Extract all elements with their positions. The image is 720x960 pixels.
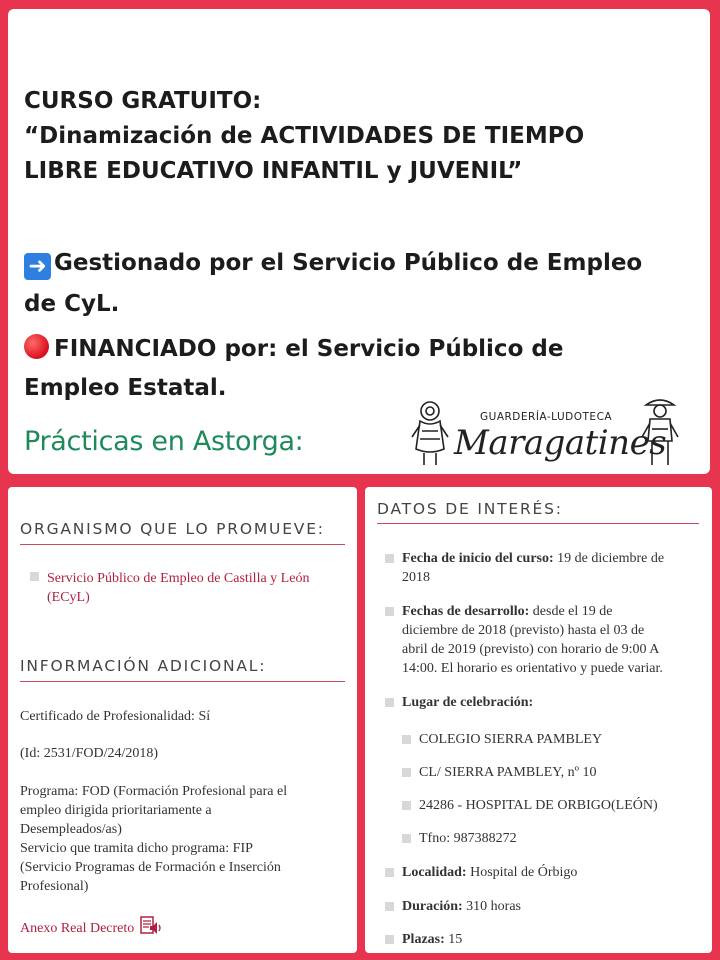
bullet-square-icon bbox=[385, 554, 394, 563]
bullet-square-icon bbox=[385, 935, 394, 944]
logo-title: Maragatines bbox=[454, 423, 667, 463]
info-heading: INFORMACIÓN ADICIONAL: bbox=[20, 657, 267, 675]
bullet-square-icon bbox=[402, 735, 411, 744]
lugar-item: 24286 - HOSPITAL DE ORBIGO(LEÓN) bbox=[419, 798, 658, 813]
boy-figure-icon bbox=[640, 395, 680, 469]
bullet-square-icon bbox=[385, 698, 394, 707]
anexo-link[interactable] bbox=[20, 916, 162, 938]
fecha-inicio: Fecha de inicio del curso: 19 de diciembre de bbox=[402, 551, 665, 566]
maragatines-logo bbox=[402, 393, 667, 471]
localidad: Localidad: Hospital de Órbigo bbox=[402, 865, 578, 880]
programa-line-3: Desempleados/as) bbox=[20, 822, 122, 837]
managed-by-line bbox=[24, 246, 704, 281]
bullet-square-icon bbox=[385, 902, 394, 911]
servicio-line-1: Servicio que tramita dicho programa: FIP bbox=[20, 841, 253, 856]
lugar-item: COLEGIO SIERRA PAMBLEY bbox=[419, 732, 603, 747]
fechas-desarrollo: Fechas de desarrollo: desde el 19 de bbox=[402, 604, 613, 619]
funded-by-line bbox=[24, 332, 704, 367]
bullet-square-icon bbox=[402, 801, 411, 810]
plazas: Plazas: 15 bbox=[402, 932, 463, 947]
servicio-line-3: Profesional) bbox=[20, 879, 89, 894]
servicio-line-2: (Servicio Programas de Formación e Inserción bbox=[20, 860, 281, 875]
fechas-desarrollo-line-3: abril de 2019 (previsto) con horario de 9:00 A bbox=[402, 642, 660, 657]
bullet-square-icon bbox=[385, 607, 394, 616]
programa-line-2: empleo dirigida prioritariamente a bbox=[20, 803, 212, 818]
logo-subtitle: GUARDERÍA-LUDOTECA bbox=[480, 411, 613, 423]
fechas-desarrollo-line-2: diciembre de 2018 (previsto) hasta el 03 de bbox=[402, 623, 645, 638]
datos-divider bbox=[377, 523, 699, 524]
fecha-inicio-year: 2018 bbox=[402, 570, 430, 585]
details-panel bbox=[365, 487, 712, 953]
organismo-divider bbox=[20, 544, 345, 545]
anexo-link-text[interactable]: Anexo Real Decreto bbox=[20, 921, 135, 936]
document-speaker-icon[interactable] bbox=[140, 916, 162, 936]
right-arrow-icon: ➜ bbox=[24, 253, 51, 280]
managed-by-text: Gestionado por el Servicio Público de Empleo bbox=[54, 250, 643, 276]
lugar-item: Tfno: 987388272 bbox=[419, 831, 517, 846]
programa-line-1: Programa: FOD (Formación Profesional para el bbox=[20, 784, 288, 799]
bullet-square-icon bbox=[402, 768, 411, 777]
organization-panel bbox=[8, 487, 357, 953]
organismo-link-line-2[interactable]: (ECyL) bbox=[47, 590, 90, 605]
bullet-square-icon bbox=[385, 868, 394, 877]
info-divider bbox=[20, 681, 345, 682]
red-circle-icon bbox=[24, 334, 49, 359]
id-text: (Id: 2531/FOD/24/2018) bbox=[20, 746, 159, 761]
bullet-square-icon bbox=[402, 834, 411, 843]
fechas-desarrollo-line-4: 14:00. El horario es orientativo y puede variar. bbox=[402, 661, 663, 676]
datos-heading: DATOS DE INTERÉS: bbox=[377, 500, 563, 518]
bullet-square-icon bbox=[30, 572, 39, 581]
funded-by-text: FINANCIADO por: el Servicio Público de bbox=[54, 336, 564, 362]
managed-by-line-2: de CyL. bbox=[24, 291, 120, 317]
certificado-text: Certificado de Profesionalidad: Sí bbox=[20, 709, 211, 724]
organismo-link-line-1[interactable]: Servicio Público de Empleo de Castilla y León bbox=[30, 569, 309, 588]
course-title-line-1: “Dinamización de ACTIVIDADES DE TIEMPO bbox=[24, 123, 585, 149]
organismo-heading: ORGANISMO QUE LO PROMUEVE: bbox=[20, 520, 325, 538]
duracion: Duración: 310 horas bbox=[402, 899, 521, 914]
lugar-item: CL/ SIERRA PAMBLEY, nº 10 bbox=[419, 765, 597, 780]
girl-figure-icon bbox=[408, 397, 452, 469]
course-title-line-2: LIBRE EDUCATIVO INFANTIL y JUVENIL” bbox=[24, 158, 523, 184]
funded-by-line-2: Empleo Estatal. bbox=[24, 375, 227, 401]
lugar-label: Lugar de celebración: bbox=[402, 695, 534, 710]
practicas-label: Prácticas en Astorga: bbox=[24, 426, 304, 457]
course-free-label: CURSO GRATUITO: bbox=[24, 88, 262, 114]
